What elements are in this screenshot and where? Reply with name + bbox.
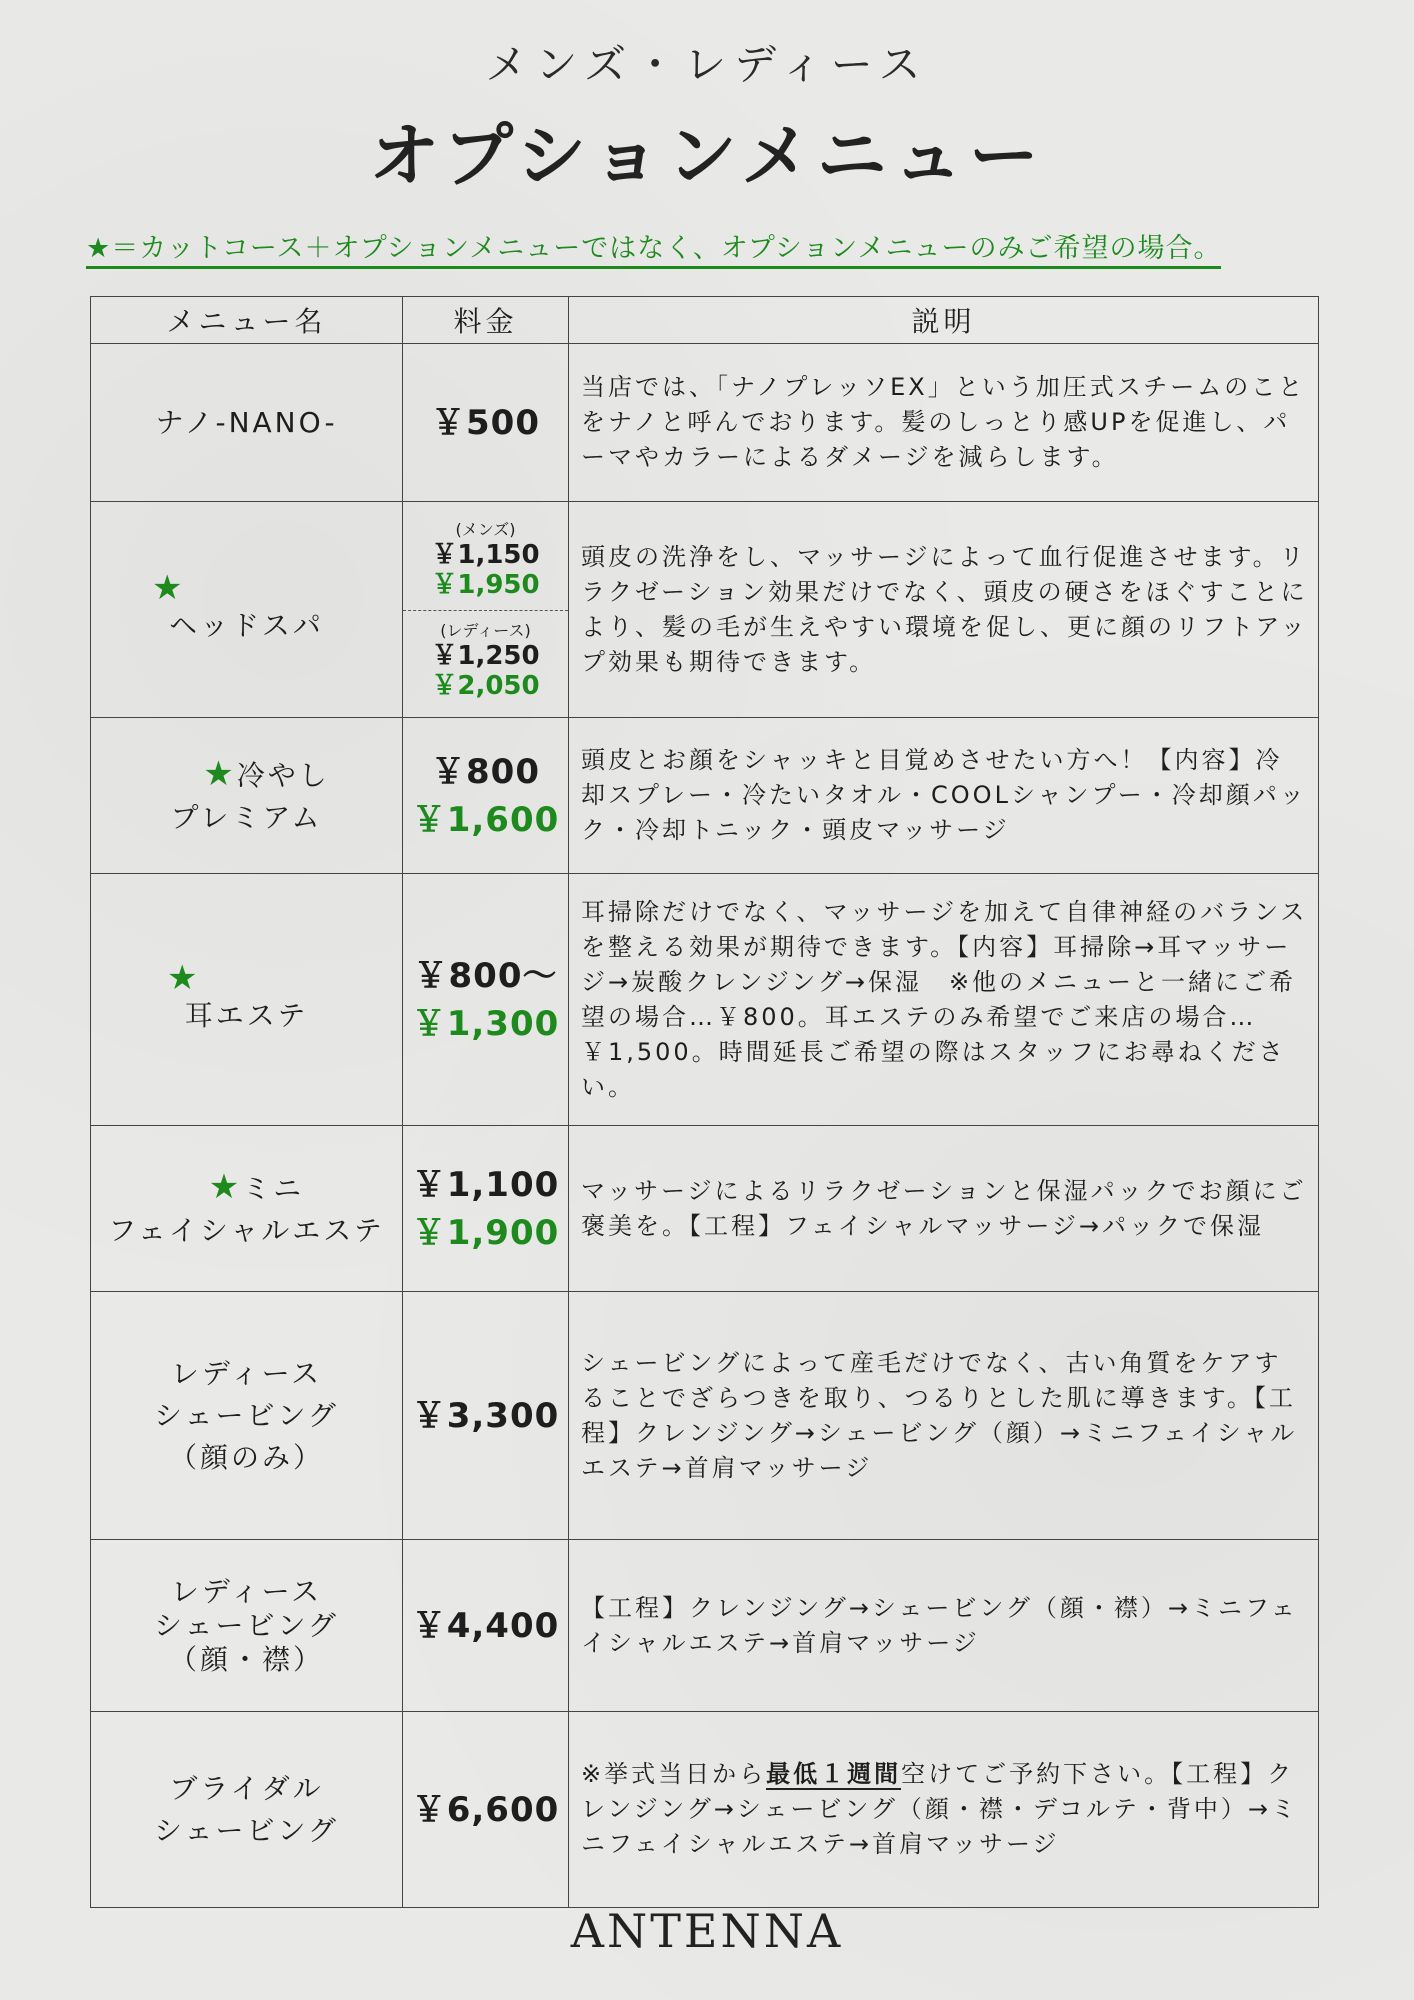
menu-name-shaving-face-line1: レディース [170,1356,323,1390]
table-row [91,1540,1319,1712]
table-row [91,1712,1319,1908]
price-cooling-premium [403,718,569,874]
star-note [86,226,1336,265]
star-icon: ★ [203,753,237,794]
ladies-price: ￥1,250 [431,641,540,671]
menu-name-nano: ナノ-NANO- [91,344,403,502]
menu-name-cooling-line1: 冷やし [236,758,330,792]
menu-name-ear-esthe [91,874,403,1126]
star-icon: ★ [167,957,201,998]
table-row [91,1292,1319,1540]
menu-name-shaving-collar-line1: レディース [170,1574,323,1608]
menu-name-shaving-face-line3: （顔のみ） [168,1440,324,1474]
brand-logo: ANTENNA [570,1904,844,1958]
menu-name-shaving-face-line2: シェービング [154,1398,339,1432]
desc-nano: 当店では、「ナノプレッソEX」という加圧式スチームのことをナノと呼んでおります。髪のしっとり感UPを促進し、パーマやカラーによるダメージを減らします。 [569,344,1319,502]
desc-cooling-premium: 頭皮とお顔をシャッキと目覚めさせたい方へ！【内容】冷却スプレー・冷たいタオル・COOLシャンプー・冷却顔パック・冷却トニック・頭皮マッサージ [569,718,1319,874]
price-headspa-mens [403,512,568,611]
desc-bridal-pre: ※挙式当日から [581,1760,767,1788]
menu-name-mini-facial [91,1126,403,1292]
menu-name-ladies-shaving-collar [91,1540,403,1712]
desc-bridal-post: 空けてご予約下さい。【工程】クレンジング→シェービング（顔・襟・デコルテ・背中）→ミニフェイシャルエステ→首肩マッサージ [581,1760,1299,1858]
table-row [91,874,1319,1126]
page-title: オプションメニュー [369,115,1045,197]
price-ear-esthe [403,874,569,1126]
mens-price: ￥1,150 [431,540,540,570]
price-headspa [403,502,569,718]
table-row [91,502,1319,718]
menu-name-shaving-collar-line2: シェービング [154,1608,339,1642]
star-note-text: ★＝カットコース＋オプションメニューではなく、オプションメニューのみご希望の場合。 [86,233,1221,269]
price-headspa-ladies [403,611,568,707]
table-row [91,1126,1319,1292]
menu-name-cooling-premium [91,718,403,874]
header-price: 料金 [403,297,569,344]
menu-name-bridal-shaving [91,1712,403,1908]
price-ladies-shaving-collar: ￥4,400 [403,1540,569,1712]
header-description: 説明 [569,297,1319,344]
menu-name-cooling-line2: プレミアム [170,800,323,834]
menu-name-headspa-label: ヘッドスパ [169,608,324,642]
ladies-label: (レディース) [440,621,531,640]
price-facial-alt: ￥1,900 [411,1212,560,1253]
table-row [91,718,1319,874]
star-icon: ★ [152,567,186,608]
menu-name-headspa [91,502,403,718]
menu-name-facial-line1: ミニ [242,1171,305,1205]
price-ladies-shaving-face: ￥3,300 [403,1292,569,1540]
price-facial-main: ￥1,100 [411,1164,560,1205]
star-icon: ★ [208,1166,243,1207]
price-cooling-alt: ￥1,600 [411,799,560,840]
price-ear-alt: ￥1,300 [411,1003,560,1044]
desc-headspa: 頭皮の洗浄をし、マッサージによって血行促進させます。リラクゼーション効果だけでなく、頭皮の硬さをほぐすことにより、髪の毛が生えやすい環境を促し、更に顔のリフトアップ効果も期待できます。 [569,502,1319,718]
desc-mini-facial: マッサージによるリラクゼーションと保湿パックでお顔にご褒美を。【工程】フェイシャルマッサージ→パックで保湿 [569,1126,1319,1292]
desc-ear-esthe: 耳掃除だけでなく、マッサージを加えて自律神経のバランスを整える効果が期待できます。【内容】耳掃除→耳マッサージ→炭酸クレンジング→保湿 ※他のメニューと一緒にご希望の場合…￥800。耳エステのみ希望でご来店の場合…￥1,500。時間延長ご希望の際はスタッフにお尋ねください。 [569,874,1319,1126]
table-row [91,344,1319,502]
table-header-row [91,297,1319,344]
price-mini-facial [403,1126,569,1292]
page-subtitle: メンズ・レディース [485,40,929,89]
desc-bridal-shaving [569,1712,1319,1908]
mens-label: (メンズ) [455,520,516,539]
menu-name-bridal-line1: ブライダル [169,1771,324,1805]
desc-ladies-shaving-collar: 【工程】クレンジング→シェービング（顔・襟）→ミニフェイシャルエステ→首肩マッサージ [569,1540,1319,1712]
menu-name-bridal-line2: シェービング [154,1813,339,1847]
header-menu-name: メニュー名 [91,297,403,344]
price-bridal-shaving: ￥6,600 [403,1712,569,1908]
menu-name-shaving-collar-line3: （顔・襟） [168,1642,324,1676]
menu-name-ladies-shaving-face [91,1292,403,1540]
desc-bridal-emphasis: 最低１週間 [766,1760,902,1788]
price-ear-main: ￥800〜 [413,955,558,996]
option-menu-table [90,296,1319,1908]
ladies-price-alt: ￥2,050 [431,671,540,701]
price-nano: ￥500 [403,344,569,502]
mens-price-alt: ￥1,950 [431,570,540,600]
desc-ladies-shaving-face: シェービングによって産毛だけでなく、古い角質をケアすることでざらつきを取り、つるりとした肌に導きます。【工程】クレンジング→シェービング（顔）→ミニフェイシャルエステ→首肩マッサージ [569,1292,1319,1540]
menu-name-facial-line2: フェイシャルエステ [108,1213,385,1247]
price-cooling-main: ￥800 [431,751,540,792]
menu-name-ear-label: 耳エステ [184,998,309,1032]
